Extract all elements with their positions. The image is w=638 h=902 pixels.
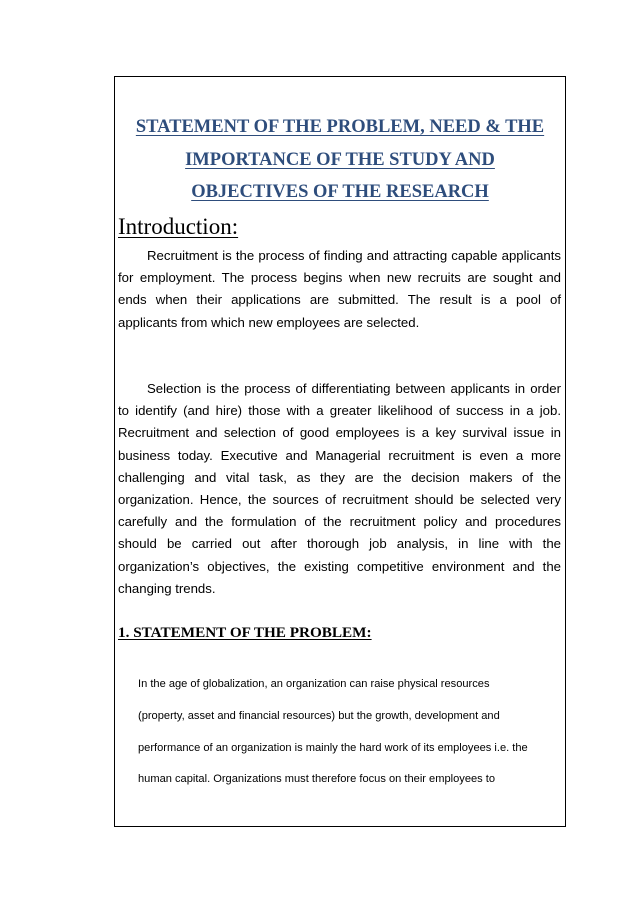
section-body-line-4: human capital. Organizations must therefore focus on their employees to	[138, 773, 496, 785]
section-body-line-3: performance of an organization is mainly the hard work of its employees i.e. the	[138, 742, 528, 754]
document-title-line-2: IMPORTANCE OF THE STUDY AND	[185, 150, 495, 170]
document-title-line-1: STATEMENT OF THE PROBLEM, NEED & THE	[135, 117, 545, 137]
document-title-line-3: OBJECTIVES OF THE RESEARCH	[191, 182, 489, 202]
intro-paragraph-selection: Selection is the process of differentiating between applicants in order to identify (and hire) those with a greater likelihood of success in a job. Recruitment and selection of good employees is a key survival issue in business today. Executive and Managerial recruitment is even a more challenging and vital task, as they are the decision makers of the organization. Hence, the sources of recruitment should be selected very carefully and the formulation of the recruitment policy and procedures should be carried out after thorough job analysis, in line with the organization’s objectives, the existing competitive environment and the changing trends.	[118, 381, 561, 596]
section-body-line-1: In the age of globalization, an organization can raise physical resources	[138, 678, 490, 690]
intro-paragraph-recruitment: Recruitment is the process of finding and attracting capable applicants for employment. The process begins when new recruits are sought and ends when their applications are submitted. The result is a pool of applicants from which new employees are selected.	[118, 248, 561, 330]
section-body-line-2: (property, asset and financial resources) but the growth, development and	[138, 710, 500, 722]
section-heading-statement-of-problem: 1. STATEMENT OF THE PROBLEM:	[118, 624, 372, 641]
introduction-heading: Introduction:	[118, 214, 239, 239]
